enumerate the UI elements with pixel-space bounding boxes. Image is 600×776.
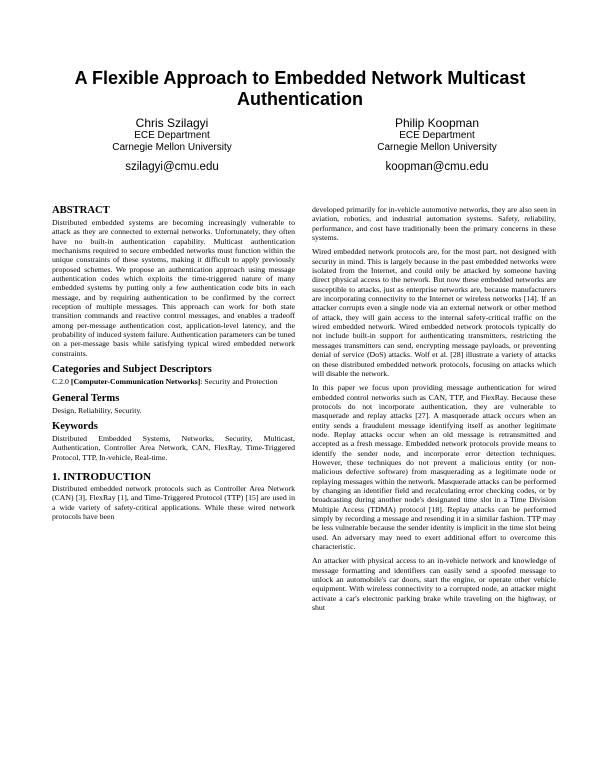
body-paragraph: developed primarily for in-vehicle automotive networks, they are also seen in aviation, robotics, and industrial automation systems. Safety, reliability, performance, and cost have traditionally been the primary concerns in these systems. — [312, 205, 556, 243]
categories-bold: [Computer-Communication Networks] — [70, 377, 201, 387]
categories-rest: : Security and Protection — [200, 377, 278, 387]
introduction-heading: 1. INTRODUCTION — [52, 470, 152, 483]
author-university: Carnegie Mellon University — [112, 142, 232, 153]
author-department: ECE Department — [399, 130, 475, 141]
keywords-heading: Keywords — [52, 420, 98, 432]
right-column — [312, 205, 556, 617]
body-paragraph: Wired embedded network protocols are, for the most part, not designed with security in mind. This is largely because in the past embedded networks were isolated from the Internet, and could only be attacked by someone having direct physical access to the network. But now these embedded networks are susceptible to attacks, just as enterprise networks are, because manufacturers are incorporating connectivity to the Internet or wireless networks [14]. If an attacker corrupts even a single node via an external network or other method of attack, they will gain access to the internal safety-critical traffic on the wired embedded network. Wired embedded network protocols typically do not include built-in support for authenticating transmitters, restricting the messages transmitters can send, encrypting message payloads, or preventing denial of service (DoS) attacks. Wolf et al. [28] illustrate a variety of attacks on these distributed embedded network protocols, focusing on attacks which will disable the network. — [312, 247, 556, 378]
general-terms-text: Design, Reliability, Security. — [52, 405, 142, 415]
keywords-text: Distributed Embedded Systems, Networks, Security, Multicast, Authentication, Controller Area Network, CAN, FlexRay, Time-Triggered Protocol, TTP, In-vehicle, Real-time. — [52, 433, 295, 462]
general-terms-heading: General Terms — [52, 392, 120, 404]
author-email[interactable]: koopman@cmu.edu — [385, 161, 489, 173]
left-column — [52, 205, 295, 526]
author-email[interactable]: szilagyi@cmu.edu — [125, 161, 219, 173]
author-department: ECE Department — [134, 130, 210, 141]
categories-code: C.2.0 — [52, 377, 69, 387]
author-name: Chris Szilagyi — [135, 116, 209, 130]
author-block — [62, 116, 282, 174]
abstract-heading: ABSTRACT — [52, 205, 110, 216]
author-block — [327, 116, 547, 174]
categories-text — [52, 377, 295, 386]
paper-title: A Flexible Approach to Embedded Network Multicast Authentication — [74, 68, 526, 109]
introduction-text: Distributed embedded network protocols such as Controller Area Network (CAN) [3], FlexRay [1], and Time-Triggered Protocol (TTP) [15] are used in a wide variety of safety-critical applications. While these wired network protocols have been — [52, 483, 295, 521]
abstract-text: Distributed embedded systems are becoming increasingly vulnerable to attack as they are connected to external networks. Unfortunately, they often have no built-in authentication capability. Multicast authentication mechanisms required to secure embedded networks must function within the unique constraints of these systems, making it difficult to apply previously proposed schemes. We propose an authentication approach using message authentication codes which exploits the time-triggered nature of many embedded systems by putting only a few authentication code bits in each message, and by requiring authentication to be confirmed by the correct reception of multiple messages. This approach can work for both state transition commands and reactive control messages, and enables a tradeoff among per-message authentication cost, application-level latency, and the probability of induced system failure. Authentication parameters can be tuned on a per-message basis while satisfying typical wired embedded network constraints. — [52, 218, 295, 358]
author-name: Philip Koopman — [394, 116, 480, 130]
body-paragraph: In this paper we focus upon providing message authentication for wired embedded control networks such as CAN, TTP, and FlexRay. Because these protocols do not incorporate authentication, they are vulnerable to masquerade and replay attacks [27]. A masquerade attack occurs when an entity sends a fraudulent message identifying itself as another legitimate node. Replay attacks occur when an old message is retransmitted and accepted as a fresh message. Embedded network protocols provide means to identify the sender node, and incorporate error detection techniques. However, these techniques do not prevent a malicious entity (or non-malicious defective software) from masquerading as a legitimate node or replaying messages within the network. Masquerade attacks can be performed by changing an identifier field and recalculating error checking codes, or by broadcasting during another node's designated time slot in a Time Division Multiple Access (TDMA) protocol [18]. Replay attacks can be performed simply by recording a message and resending it in a similar fashion. TTP may be less vulnerable because the sender identity is implicit in the time slot being used. An adversary may need to exert additional effort to overcome this characteristic. — [312, 383, 556, 552]
body-paragraph: An attacker with physical access to an in-vehicle network and knowledge of message formatting and identifiers can easily send a spoofed message to unlock an automobile's car doors, start the engine, or operate other vehicle equipment. With wireless connectivity to a corrupted node, an attacker might activate a car's electronic parking brake while traveling on the highway, or shut — [312, 556, 556, 613]
categories-heading: Categories and Subject Descriptors — [52, 364, 212, 376]
author-university: Carnegie Mellon University — [377, 142, 497, 153]
